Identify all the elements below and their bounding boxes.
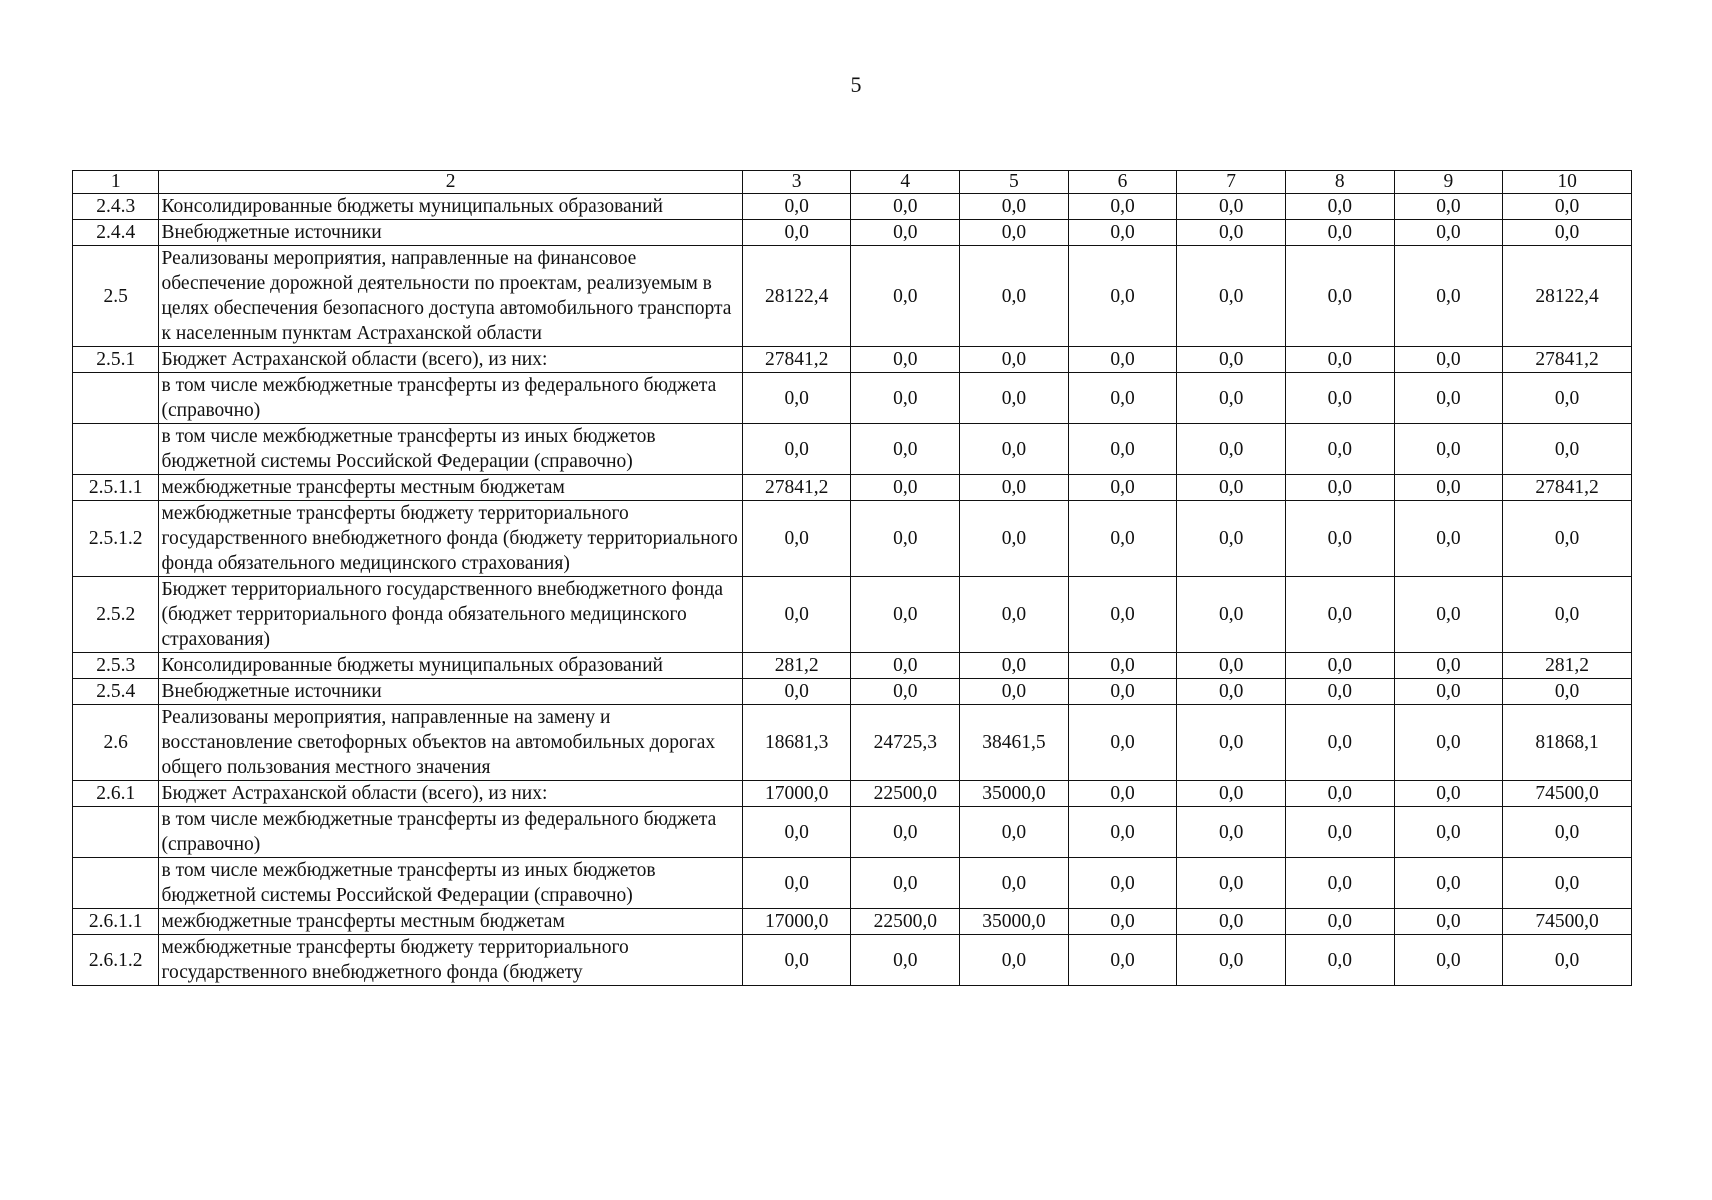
row-value: 0,0 [851,220,960,246]
row-value: 0,0 [851,347,960,373]
row-value: 0,0 [851,577,960,653]
row-value: 0,0 [1068,781,1177,807]
row-code: 2.5.3 [73,653,159,679]
row-value: 0,0 [1503,194,1632,220]
table-row [73,475,1632,501]
row-description: межбюджетные трансферты бюджету территориального государственного внебюджетного фонда (бюджету территориального фонда обязательного медицинского страхования) [159,501,742,577]
row-value: 0,0 [1068,220,1177,246]
row-code: 2.6.1.1 [73,909,159,935]
row-value: 0,0 [1177,424,1286,475]
row-value: 24725,3 [851,705,960,781]
row-value: 0,0 [1177,373,1286,424]
row-value: 0,0 [1394,501,1503,577]
row-value: 0,0 [960,424,1069,475]
row-value: 0,0 [1285,858,1394,909]
row-value: 0,0 [1068,246,1177,347]
row-value: 0,0 [851,858,960,909]
row-value: 0,0 [851,501,960,577]
table-row [73,373,1632,424]
row-value: 0,0 [1068,653,1177,679]
row-value: 0,0 [1285,679,1394,705]
row-value: 0,0 [742,807,851,858]
row-value: 0,0 [742,220,851,246]
row-value: 74500,0 [1503,781,1632,807]
row-value: 0,0 [1503,679,1632,705]
row-value: 22500,0 [851,781,960,807]
row-value: 0,0 [1177,679,1286,705]
table-row [73,935,1632,986]
row-value: 0,0 [1394,858,1503,909]
row-value: 0,0 [1394,373,1503,424]
row-value: 74500,0 [1503,909,1632,935]
row-value: 0,0 [1177,246,1286,347]
row-code: 2.5 [73,246,159,347]
row-value: 27841,2 [1503,475,1632,501]
row-value: 0,0 [1503,807,1632,858]
column-number: 4 [851,171,960,194]
row-value: 0,0 [742,858,851,909]
row-value: 0,0 [1068,501,1177,577]
row-value: 0,0 [1394,909,1503,935]
table-body [73,171,1632,986]
row-value: 0,0 [742,679,851,705]
row-value: 18681,3 [742,705,851,781]
row-value: 0,0 [742,373,851,424]
row-value: 0,0 [742,935,851,986]
row-value: 0,0 [1394,653,1503,679]
row-value: 0,0 [1285,347,1394,373]
row-description: в том числе межбюджетные трансферты из федерального бюджета (справочно) [159,373,742,424]
table-row [73,246,1632,347]
row-value: 0,0 [960,935,1069,986]
row-value: 0,0 [1285,424,1394,475]
row-value: 0,0 [1177,475,1286,501]
row-description: межбюджетные трансферты местным бюджетам [159,909,742,935]
row-value: 0,0 [1177,858,1286,909]
row-value: 22500,0 [851,909,960,935]
row-value: 0,0 [851,246,960,347]
row-value: 0,0 [1285,781,1394,807]
row-value: 0,0 [851,194,960,220]
row-description: Бюджет территориального государственного внебюджетного фонда (бюджет территориального фонда обязательного медицинского страхования) [159,577,742,653]
table-row [73,653,1632,679]
budget-table [72,170,1632,986]
row-code: 2.6 [73,705,159,781]
row-value: 0,0 [1394,935,1503,986]
row-value: 0,0 [1285,935,1394,986]
row-value: 0,0 [1285,653,1394,679]
row-value: 0,0 [1068,577,1177,653]
row-value: 0,0 [1503,935,1632,986]
row-value: 17000,0 [742,909,851,935]
table-row [73,909,1632,935]
row-value: 28122,4 [1503,246,1632,347]
row-value: 27841,2 [742,347,851,373]
column-number: 8 [1285,171,1394,194]
row-value: 0,0 [742,501,851,577]
row-value: 0,0 [851,935,960,986]
row-value: 0,0 [851,679,960,705]
row-value: 0,0 [1068,705,1177,781]
column-number-row [73,171,1632,194]
column-number: 5 [960,171,1069,194]
row-description: Реализованы мероприятия, направленные на замену и восстановление светофорных объектов на автомобильных дорогах общего пользования местного значения [159,705,742,781]
row-description: Внебюджетные источники [159,679,742,705]
table-row [73,781,1632,807]
column-number: 3 [742,171,851,194]
row-value: 38461,5 [960,705,1069,781]
row-code: 2.5.1 [73,347,159,373]
row-value: 81868,1 [1503,705,1632,781]
row-description: Бюджет Астраханской области (всего), из них: [159,347,742,373]
row-value: 0,0 [742,577,851,653]
row-value: 0,0 [1394,220,1503,246]
row-value: 0,0 [1285,475,1394,501]
row-code: 2.6.1.2 [73,935,159,986]
table-row [73,347,1632,373]
row-value: 0,0 [1285,577,1394,653]
row-value: 0,0 [1177,807,1286,858]
row-value: 281,2 [1503,653,1632,679]
row-value: 0,0 [960,373,1069,424]
table-row [73,194,1632,220]
row-description: в том числе межбюджетные трансферты из иных бюджетов бюджетной системы Российской Федерации (справочно) [159,858,742,909]
row-value: 0,0 [1285,373,1394,424]
row-value: 0,0 [1394,246,1503,347]
row-value: 0,0 [1068,373,1177,424]
row-value: 0,0 [1068,909,1177,935]
row-value: 0,0 [742,194,851,220]
row-value: 0,0 [1068,935,1177,986]
row-value: 0,0 [1177,909,1286,935]
row-value: 17000,0 [742,781,851,807]
row-value: 0,0 [851,807,960,858]
table-row [73,807,1632,858]
row-value: 0,0 [1285,807,1394,858]
row-description: в том числе межбюджетные трансферты из иных бюджетов бюджетной системы Российской Федерации (справочно) [159,424,742,475]
row-value: 0,0 [960,194,1069,220]
row-value: 0,0 [1394,705,1503,781]
row-value: 0,0 [960,475,1069,501]
row-code: 2.5.2 [73,577,159,653]
row-value: 0,0 [960,653,1069,679]
row-value: 28122,4 [742,246,851,347]
row-value: 0,0 [1503,424,1632,475]
row-value: 0,0 [1068,194,1177,220]
row-value: 0,0 [1394,781,1503,807]
row-value: 35000,0 [960,781,1069,807]
row-value: 0,0 [1177,347,1286,373]
row-value: 0,0 [1177,194,1286,220]
row-code [73,373,159,424]
column-number: 1 [73,171,159,194]
row-value: 0,0 [1503,577,1632,653]
table-row [73,679,1632,705]
row-value: 0,0 [1068,858,1177,909]
row-value: 0,0 [1394,424,1503,475]
column-number: 6 [1068,171,1177,194]
row-description: Консолидированные бюджеты муниципальных образований [159,653,742,679]
row-code [73,858,159,909]
row-value: 0,0 [1503,220,1632,246]
row-value: 0,0 [1068,807,1177,858]
row-code: 2.5.1.2 [73,501,159,577]
row-description: Бюджет Астраханской области (всего), из них: [159,781,742,807]
row-code: 2.5.1.1 [73,475,159,501]
row-value: 0,0 [960,577,1069,653]
row-value: 0,0 [1285,220,1394,246]
row-description: Консолидированные бюджеты муниципальных образований [159,194,742,220]
row-value: 281,2 [742,653,851,679]
row-value: 0,0 [742,424,851,475]
row-code: 2.4.3 [73,194,159,220]
row-value: 0,0 [1177,577,1286,653]
row-description: межбюджетные трансферты местным бюджетам [159,475,742,501]
row-value: 0,0 [1394,679,1503,705]
page-number: 5 [850,72,862,97]
row-value: 0,0 [1285,909,1394,935]
row-value: 0,0 [960,858,1069,909]
table-row [73,705,1632,781]
row-value: 0,0 [960,246,1069,347]
row-value: 0,0 [851,653,960,679]
row-value: 0,0 [1177,705,1286,781]
row-value: 0,0 [1068,679,1177,705]
row-value: 0,0 [1177,653,1286,679]
table-row [73,858,1632,909]
row-description: Реализованы мероприятия, направленные на финансовое обеспечение дорожной деятельности по проектам, реализуемым в целях обеспечения безопасного доступа автомобильного транспорта к населенным пунктам Астраханской области [159,246,742,347]
table-row [73,424,1632,475]
row-value: 0,0 [1177,935,1286,986]
row-value: 0,0 [1503,501,1632,577]
column-number: 7 [1177,171,1286,194]
row-value: 0,0 [1068,475,1177,501]
row-value: 0,0 [851,424,960,475]
column-number: 2 [159,171,742,194]
row-value: 0,0 [851,373,960,424]
row-value: 27841,2 [742,475,851,501]
row-value: 35000,0 [960,909,1069,935]
row-value: 0,0 [1285,705,1394,781]
row-value: 0,0 [960,679,1069,705]
row-value: 27841,2 [1503,347,1632,373]
table-row [73,220,1632,246]
row-code: 2.6.1 [73,781,159,807]
row-value: 0,0 [960,347,1069,373]
row-value: 0,0 [851,475,960,501]
row-code [73,807,159,858]
row-value: 0,0 [960,807,1069,858]
row-description: в том числе межбюджетные трансферты из федерального бюджета (справочно) [159,807,742,858]
row-value: 0,0 [1177,501,1286,577]
row-value: 0,0 [1177,781,1286,807]
table-row [73,577,1632,653]
row-value: 0,0 [1068,424,1177,475]
column-number: 10 [1503,171,1632,194]
row-value: 0,0 [960,501,1069,577]
row-value: 0,0 [1285,501,1394,577]
row-description: Внебюджетные источники [159,220,742,246]
row-code [73,424,159,475]
table-row [73,501,1632,577]
row-value: 0,0 [1285,246,1394,347]
row-value: 0,0 [1503,858,1632,909]
row-value: 0,0 [1394,577,1503,653]
budget-table-container [72,170,1632,986]
row-value: 0,0 [1394,194,1503,220]
row-code: 2.4.4 [73,220,159,246]
row-value: 0,0 [1394,347,1503,373]
row-value: 0,0 [1394,807,1503,858]
row-value: 0,0 [1394,475,1503,501]
column-number: 9 [1394,171,1503,194]
row-value: 0,0 [1068,347,1177,373]
row-code: 2.5.4 [73,679,159,705]
row-value: 0,0 [1177,220,1286,246]
row-value: 0,0 [1285,194,1394,220]
row-value: 0,0 [960,220,1069,246]
row-description: межбюджетные трансферты бюджету территориального государственного внебюджетного фонда (бюджету [159,935,742,986]
row-value: 0,0 [1503,373,1632,424]
